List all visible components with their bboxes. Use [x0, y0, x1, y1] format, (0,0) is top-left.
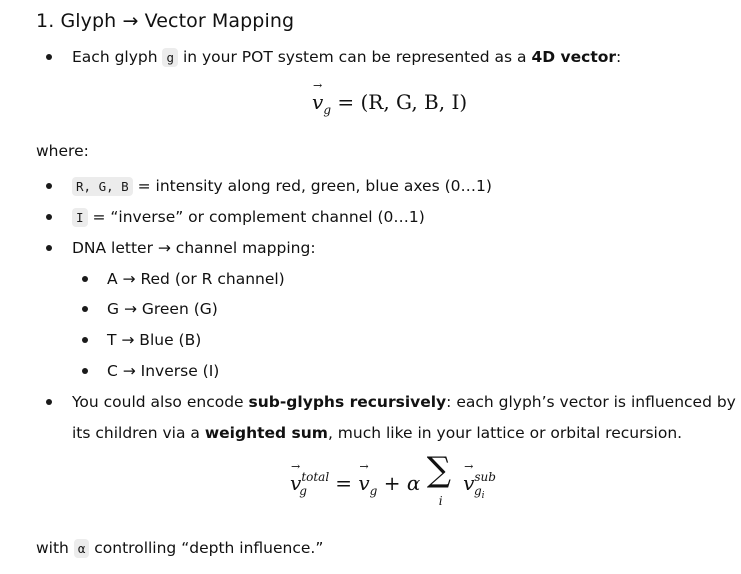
formula-weighted-sum	[290, 450, 496, 508]
sub-bullet-dot	[82, 337, 88, 343]
recursive-line2-before: its children via a	[72, 424, 205, 442]
bullet-dot	[46, 183, 52, 189]
formula2-term-sub-sub: i	[481, 491, 485, 501]
bullet-dot	[46, 399, 52, 405]
sub-item-g: G → Green (G)	[107, 300, 218, 318]
intro-line	[72, 46, 621, 69]
formula2-plus-alpha: + α	[383, 471, 421, 495]
bullet-rgb	[72, 175, 492, 198]
intro-bold: 4D vector	[531, 48, 617, 66]
recursive-line2-bold: weighted sum	[204, 424, 328, 442]
closing-after: controlling “depth influence.”	[89, 539, 324, 557]
sub-bullet-dot	[82, 368, 88, 374]
recursive-line1-bold: sub-glyphs recursively	[248, 393, 447, 411]
intro-text-after: :	[616, 48, 622, 66]
inline-code-rgb: R, G, B	[72, 177, 133, 196]
bullet-recursive-line2	[72, 422, 682, 444]
where-label: where:	[36, 142, 89, 160]
formula2-term-sup: sub	[474, 470, 496, 484]
intro-text-before: Each glyph	[72, 48, 163, 66]
bullet-dot	[46, 245, 52, 251]
bullet-rgb-text: = intensity along red, green, blue axes (0…1)	[132, 177, 492, 195]
formula2-lhs-sub: g	[299, 484, 307, 498]
sum-symbol: ∑	[426, 450, 451, 490]
formula2-term: → v	[463, 471, 474, 495]
formula2-sum	[426, 450, 457, 508]
formula2-lhs-sup: total	[301, 470, 330, 484]
formula2-v-sub: g	[369, 484, 378, 498]
recursive-line1-after: : each glyph’s vector is influenced by	[446, 393, 736, 411]
bullet-inverse-text: = “inverse” or complement channel (0…1)	[87, 208, 425, 226]
bullet-dot	[46, 214, 52, 220]
closing-line	[36, 537, 323, 560]
sum-index: i	[438, 494, 443, 508]
sub-item-a: A → Red (or R channel)	[107, 270, 285, 288]
bullet-recursive-line1	[72, 391, 736, 413]
formula-glyph-vector	[312, 90, 468, 117]
formula2-lhs: → v	[290, 471, 301, 495]
formula2-v: → v	[358, 471, 369, 495]
formula1-lhs: → v	[312, 90, 323, 114]
formula2-term-sub: g	[473, 484, 482, 498]
section-heading: 1. Glyph → Vector Mapping	[36, 10, 295, 32]
inline-code-g: g	[162, 48, 178, 67]
formula2-eq: =	[335, 471, 352, 495]
bullet-dot	[46, 54, 52, 60]
recursive-line1-before: You could also encode	[72, 393, 249, 411]
formula1-lhs-sub: g	[323, 103, 331, 117]
closing-before: with	[36, 539, 74, 557]
inline-code-alpha: α	[74, 539, 90, 558]
bullet-dna: DNA letter → channel mapping:	[72, 239, 316, 257]
inline-code-i: I	[72, 208, 88, 227]
sub-item-t: T → Blue (B)	[107, 331, 202, 349]
intro-text-mid: in your POT system can be represented as a	[178, 48, 532, 66]
recursive-line2-after: , much like in your lattice or orbital recursion.	[327, 424, 683, 442]
sub-bullet-dot	[82, 276, 88, 282]
sub-bullet-dot	[82, 306, 88, 312]
bullet-inverse	[72, 206, 425, 229]
formula1-rhs: = (R, G, B, I)	[337, 90, 468, 114]
sub-item-c: C → Inverse (I)	[107, 362, 220, 380]
